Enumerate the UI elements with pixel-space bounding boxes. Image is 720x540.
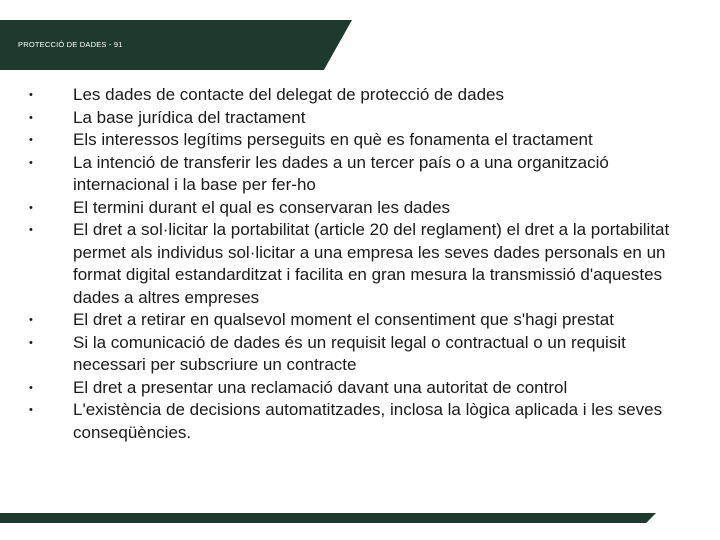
bullet-marker: • — [29, 134, 33, 146]
list-item — [0, 309, 673, 332]
list-item — [0, 197, 673, 220]
bullet-marker: • — [29, 314, 33, 326]
list-item-text: Si la comunicació de dades és un requisit legal o contractual o un requisit necessari per subscriure un contracte — [73, 332, 626, 374]
bullet-marker: • — [29, 111, 33, 124]
bullet-marker: • — [29, 404, 33, 416]
footer-band — [0, 513, 656, 523]
list-item — [0, 107, 673, 130]
list-item-text: Els interessos legítims perseguits en què es fonamenta el tractament — [73, 130, 593, 149]
list-item — [0, 399, 673, 444]
list-item-text: La intenció de transferir les dades a un tercer país o a una organització internacional i la base per fer-ho — [73, 152, 609, 194]
bullet-marker: • — [29, 381, 33, 394]
bullet-marker: • — [29, 156, 33, 169]
list-item — [0, 332, 673, 377]
list-item — [0, 219, 673, 309]
bullet-marker: • — [29, 224, 33, 236]
list-item — [0, 377, 673, 400]
list-item-text: El dret a retirar en qualsevol moment el consentiment que s'hagi prestat — [73, 310, 614, 329]
list-item — [0, 152, 673, 197]
list-item-text: El dret a presentar una reclamació davant una autoritat de control — [73, 377, 568, 397]
bullet-marker: • — [29, 89, 33, 101]
bullet-marker: • — [29, 336, 33, 349]
list-item-text: La base jurídica del tractament — [73, 107, 306, 127]
page-title: PROTECCIÓ DE DADES - 91 — [18, 40, 123, 49]
list-item-text: Les dades de contacte del delegat de protecció de dades — [73, 85, 504, 104]
list-item — [0, 84, 673, 107]
list-item-text: L'existència de decisions automatitzades, inclosa la lògica aplicada i les seves conseqüències. — [73, 400, 663, 442]
list-item — [0, 129, 673, 152]
bullet-list — [0, 84, 720, 444]
bullet-marker: • — [29, 201, 33, 214]
list-item-text: El dret a sol·licitar la portabilitat (article 20 del reglament) el dret a la portabilitat permet als individus sol·licitar a una empresa les seves dades personals en un format digital estandarditzat i facilita en gran mesura la transmissió d'aquestes dades a altres empreses — [73, 220, 670, 307]
list-item-text: El termini durant el qual es conservaran les dades — [73, 197, 451, 217]
